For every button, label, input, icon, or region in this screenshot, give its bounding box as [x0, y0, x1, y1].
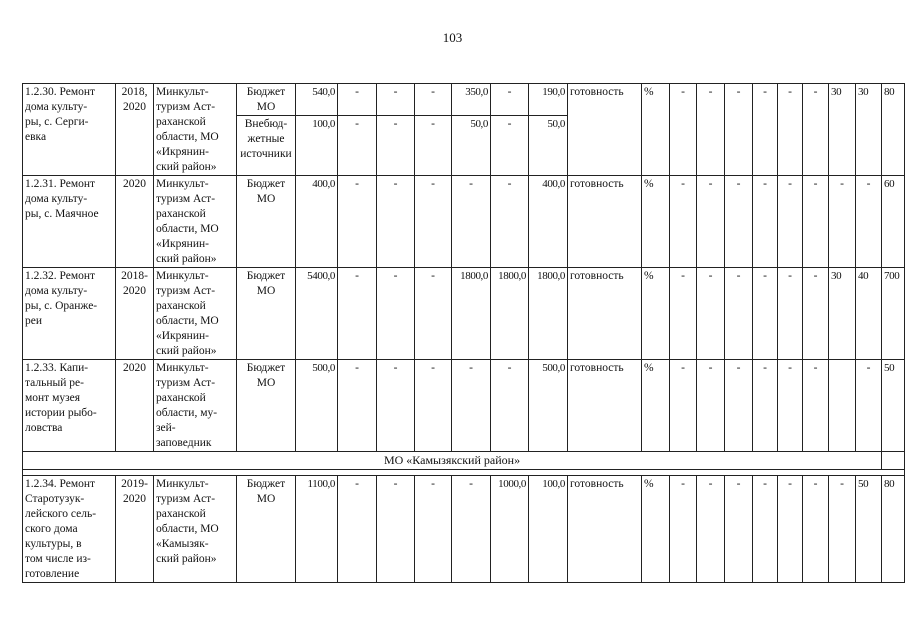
- cell-line: готовление: [25, 568, 80, 580]
- target-value-cell: -: [829, 176, 856, 268]
- funding-value-cell: -: [491, 116, 529, 176]
- cell-line: Старотузук-: [25, 493, 85, 505]
- cell-line: жетные: [247, 133, 285, 145]
- table-row: [23, 84, 905, 116]
- target-value-cell: -: [778, 84, 803, 176]
- funding-value-cell: -: [338, 176, 377, 268]
- cell-line: 1.2.34. Ремонт: [25, 478, 96, 490]
- target-value-cell: -: [778, 476, 803, 583]
- funding-value-cell: -: [338, 116, 377, 176]
- cell-line: монт музея: [25, 392, 81, 404]
- funding-value-cell: -: [377, 116, 415, 176]
- executor-cell: [154, 176, 237, 268]
- funding-source-cell: [237, 476, 296, 583]
- funding-value-cell: 500,0: [529, 360, 568, 452]
- cell-line: области, МО: [156, 223, 219, 235]
- unit-cell: %: [642, 268, 670, 360]
- funding-value-cell: 400,0: [296, 176, 338, 268]
- target-value-cell: -: [778, 268, 803, 360]
- target-value-cell: -: [725, 476, 753, 583]
- cell-line: ловства: [25, 422, 63, 434]
- funding-value-cell: 1100,0: [296, 476, 338, 583]
- cell-line: 2018,: [121, 86, 148, 98]
- target-value-cell: -: [856, 176, 882, 268]
- cell-line: дома культу-: [25, 193, 88, 205]
- cell-line: туризм Аст-: [156, 101, 216, 113]
- cell-line: 1.2.32. Ремонт: [25, 270, 96, 282]
- section-header-edge: [882, 452, 905, 470]
- cell-line: евка: [25, 131, 47, 143]
- target-value-cell: -: [753, 176, 778, 268]
- target-value-cell: 60: [882, 176, 905, 268]
- funding-value-cell: 1000,0: [491, 476, 529, 583]
- cell-line: 2018-: [121, 270, 148, 282]
- cell-line: ры, с. Маячное: [25, 208, 99, 220]
- cell-line: области, МО: [156, 131, 219, 143]
- cell-line: «Камызяк-: [156, 538, 209, 550]
- executor-cell: [154, 268, 237, 360]
- funding-source-cell: [237, 360, 296, 452]
- funding-value-cell: 350,0: [452, 84, 491, 116]
- funding-value-cell: -: [377, 84, 415, 116]
- cell-line: 2020: [123, 101, 146, 113]
- target-value-cell: -: [753, 360, 778, 452]
- cell-line: ский район»: [156, 161, 217, 173]
- page-number: 103: [442, 30, 463, 45]
- target-value-cell: -: [829, 476, 856, 583]
- target-value-cell: 80: [882, 476, 905, 583]
- target-value-cell: -: [753, 476, 778, 583]
- cell-line: дома культу-: [25, 101, 88, 113]
- funding-value-cell: -: [377, 476, 415, 583]
- cell-line: Бюджет: [246, 86, 286, 98]
- cell-line: «Икрянин-: [156, 146, 209, 158]
- target-value-cell: 30: [829, 268, 856, 360]
- funding-value-cell: -: [338, 84, 377, 116]
- funding-value-cell: -: [415, 268, 452, 360]
- cell-line: ры, с. Серги-: [25, 116, 89, 128]
- target-value-cell: -: [725, 268, 753, 360]
- target-value-cell: -: [697, 84, 725, 176]
- target-value-cell: 80: [882, 84, 905, 176]
- cell-line: реи: [25, 315, 43, 327]
- cell-line: 2020: [123, 493, 146, 505]
- cell-line: МО: [256, 101, 276, 113]
- funding-value-cell: -: [415, 476, 452, 583]
- cell-line: «Икрянин-: [156, 330, 209, 342]
- cell-line: Внебюд-: [244, 118, 288, 130]
- funding-value-cell: 500,0: [296, 360, 338, 452]
- years-cell: [116, 176, 154, 268]
- target-value-cell: -: [803, 268, 829, 360]
- funding-value-cell: 50,0: [452, 116, 491, 176]
- funding-value-cell: 1800,0: [452, 268, 491, 360]
- target-value-cell: -: [670, 84, 697, 176]
- target-value-cell: -: [725, 176, 753, 268]
- cell-line: ский район»: [156, 253, 217, 265]
- funding-value-cell: 50,0: [529, 116, 568, 176]
- funding-value-cell: -: [338, 476, 377, 583]
- cell-line: туризм Аст-: [156, 377, 216, 389]
- target-value-cell: -: [670, 268, 697, 360]
- target-value-cell: -: [670, 360, 697, 452]
- section-header-row: [23, 452, 905, 470]
- indicator-cell: готовность: [568, 176, 642, 268]
- measure-name-cell: [23, 84, 116, 176]
- funding-value-cell: -: [415, 360, 452, 452]
- funding-value-cell: -: [415, 116, 452, 176]
- table-row: [23, 360, 905, 452]
- measure-name-cell: [23, 360, 116, 452]
- target-value-cell: 700: [882, 268, 905, 360]
- cell-line: туризм Аст-: [156, 493, 216, 505]
- target-value-cell: -: [697, 268, 725, 360]
- funding-value-cell: 100,0: [296, 116, 338, 176]
- target-value-cell: -: [670, 176, 697, 268]
- cell-line: ского дома: [25, 523, 78, 535]
- cell-line: Минкульт-: [156, 362, 209, 374]
- indicator-cell: готовность: [568, 476, 642, 583]
- target-value-cell: -: [725, 84, 753, 176]
- funding-value-cell: -: [452, 176, 491, 268]
- program-table: [22, 83, 905, 583]
- cell-line: 2020: [123, 178, 146, 190]
- unit-cell: %: [642, 84, 670, 176]
- funding-value-cell: 1800,0: [491, 268, 529, 360]
- cell-line: Бюджет: [246, 270, 286, 282]
- cell-line: тальный ре-: [25, 377, 84, 389]
- funding-source-cell: [237, 116, 296, 176]
- target-value-cell: -: [856, 360, 882, 452]
- target-value-cell: 50: [856, 476, 882, 583]
- table-row: [23, 268, 905, 360]
- target-value-cell: -: [803, 360, 829, 452]
- indicator-cell: готовность: [568, 268, 642, 360]
- cell-line: области, МО: [156, 523, 219, 535]
- cell-line: ский район»: [156, 345, 217, 357]
- cell-line: Бюджет: [246, 178, 286, 190]
- target-value-cell: [829, 360, 856, 452]
- funding-value-cell: -: [415, 84, 452, 116]
- cell-line: дома культу-: [25, 285, 88, 297]
- funding-value-cell: -: [338, 268, 377, 360]
- cell-line: том числе из-: [25, 553, 91, 565]
- funding-value-cell: -: [377, 176, 415, 268]
- funding-source-cell: [237, 176, 296, 268]
- target-value-cell: -: [803, 84, 829, 176]
- section-header: МО «Камызякский район»: [23, 452, 882, 470]
- indicator-cell: готовность: [568, 84, 642, 176]
- cell-line: Минкульт-: [156, 178, 209, 190]
- target-value-cell: -: [725, 360, 753, 452]
- target-value-cell: -: [803, 176, 829, 268]
- cell-line: области, му-: [156, 407, 218, 419]
- cell-line: Минкульт-: [156, 270, 209, 282]
- target-value-cell: -: [697, 476, 725, 583]
- cell-line: 1.2.30. Ремонт: [25, 86, 96, 98]
- target-value-cell: -: [778, 360, 803, 452]
- cell-line: Бюджет: [246, 362, 286, 374]
- target-value-cell: 30: [856, 84, 882, 176]
- years-cell: [116, 268, 154, 360]
- funding-source-cell: [237, 84, 296, 116]
- cell-line: раханской: [156, 508, 206, 520]
- cell-line: лейского сель-: [25, 508, 97, 520]
- cell-line: туризм Аст-: [156, 193, 216, 205]
- cell-line: 2020: [123, 362, 146, 374]
- cell-line: Минкульт-: [156, 478, 209, 490]
- cell-line: зей-: [156, 422, 176, 434]
- funding-value-cell: 540,0: [296, 84, 338, 116]
- target-value-cell: 30: [829, 84, 856, 176]
- cell-line: источники: [240, 148, 292, 160]
- unit-cell: %: [642, 176, 670, 268]
- cell-line: туризм Аст-: [156, 285, 216, 297]
- cell-line: 2019-: [121, 478, 148, 490]
- table-row: [23, 176, 905, 268]
- measure-name-cell: [23, 476, 116, 583]
- target-value-cell: -: [753, 268, 778, 360]
- funding-value-cell: -: [377, 268, 415, 360]
- funding-source-cell: [237, 268, 296, 360]
- funding-value-cell: -: [452, 476, 491, 583]
- unit-cell: %: [642, 476, 670, 583]
- years-cell: [116, 84, 154, 176]
- target-value-cell: -: [753, 84, 778, 176]
- funding-value-cell: -: [338, 360, 377, 452]
- cell-line: Бюджет: [246, 478, 286, 490]
- target-value-cell: 40: [856, 268, 882, 360]
- cell-line: МО: [256, 493, 276, 505]
- funding-value-cell: -: [491, 84, 529, 116]
- funding-value-cell: -: [491, 360, 529, 452]
- cell-line: МО: [256, 377, 276, 389]
- cell-line: ский район»: [156, 553, 217, 565]
- cell-line: ры, с. Оранже-: [25, 300, 98, 312]
- cell-line: раханской: [156, 116, 206, 128]
- target-value-cell: -: [778, 176, 803, 268]
- executor-cell: [154, 84, 237, 176]
- funding-value-cell: 400,0: [529, 176, 568, 268]
- cell-line: заповедник: [156, 437, 212, 449]
- target-value-cell: -: [670, 476, 697, 583]
- cell-line: истории рыбо-: [25, 407, 97, 419]
- table-row: [23, 476, 905, 583]
- cell-line: 2020: [123, 285, 146, 297]
- funding-value-cell: -: [452, 360, 491, 452]
- measure-name-cell: [23, 268, 116, 360]
- indicator-cell: готовность: [568, 360, 642, 452]
- funding-value-cell: -: [415, 176, 452, 268]
- cell-line: области, МО: [156, 315, 219, 327]
- funding-value-cell: -: [377, 360, 415, 452]
- years-cell: [116, 360, 154, 452]
- unit-cell: %: [642, 360, 670, 452]
- measure-name-cell: [23, 176, 116, 268]
- years-cell: [116, 476, 154, 583]
- target-value-cell: -: [803, 476, 829, 583]
- cell-line: культуры, в: [25, 538, 82, 550]
- funding-value-cell: -: [491, 176, 529, 268]
- funding-value-cell: 1800,0: [529, 268, 568, 360]
- cell-line: 1.2.33. Капи-: [25, 362, 89, 374]
- cell-line: МО: [256, 193, 276, 205]
- target-value-cell: -: [697, 176, 725, 268]
- cell-line: «Икрянин-: [156, 238, 209, 250]
- cell-line: МО: [256, 285, 276, 297]
- cell-line: раханской: [156, 208, 206, 220]
- cell-line: раханской: [156, 392, 206, 404]
- target-value-cell: 50: [882, 360, 905, 452]
- funding-value-cell: 190,0: [529, 84, 568, 116]
- cell-line: 1.2.31. Ремонт: [25, 178, 96, 190]
- executor-cell: [154, 360, 237, 452]
- cell-line: раханской: [156, 300, 206, 312]
- funding-value-cell: 100,0: [529, 476, 568, 583]
- funding-value-cell: 5400,0: [296, 268, 338, 360]
- executor-cell: [154, 476, 237, 583]
- cell-line: Минкульт-: [156, 86, 209, 98]
- target-value-cell: -: [697, 360, 725, 452]
